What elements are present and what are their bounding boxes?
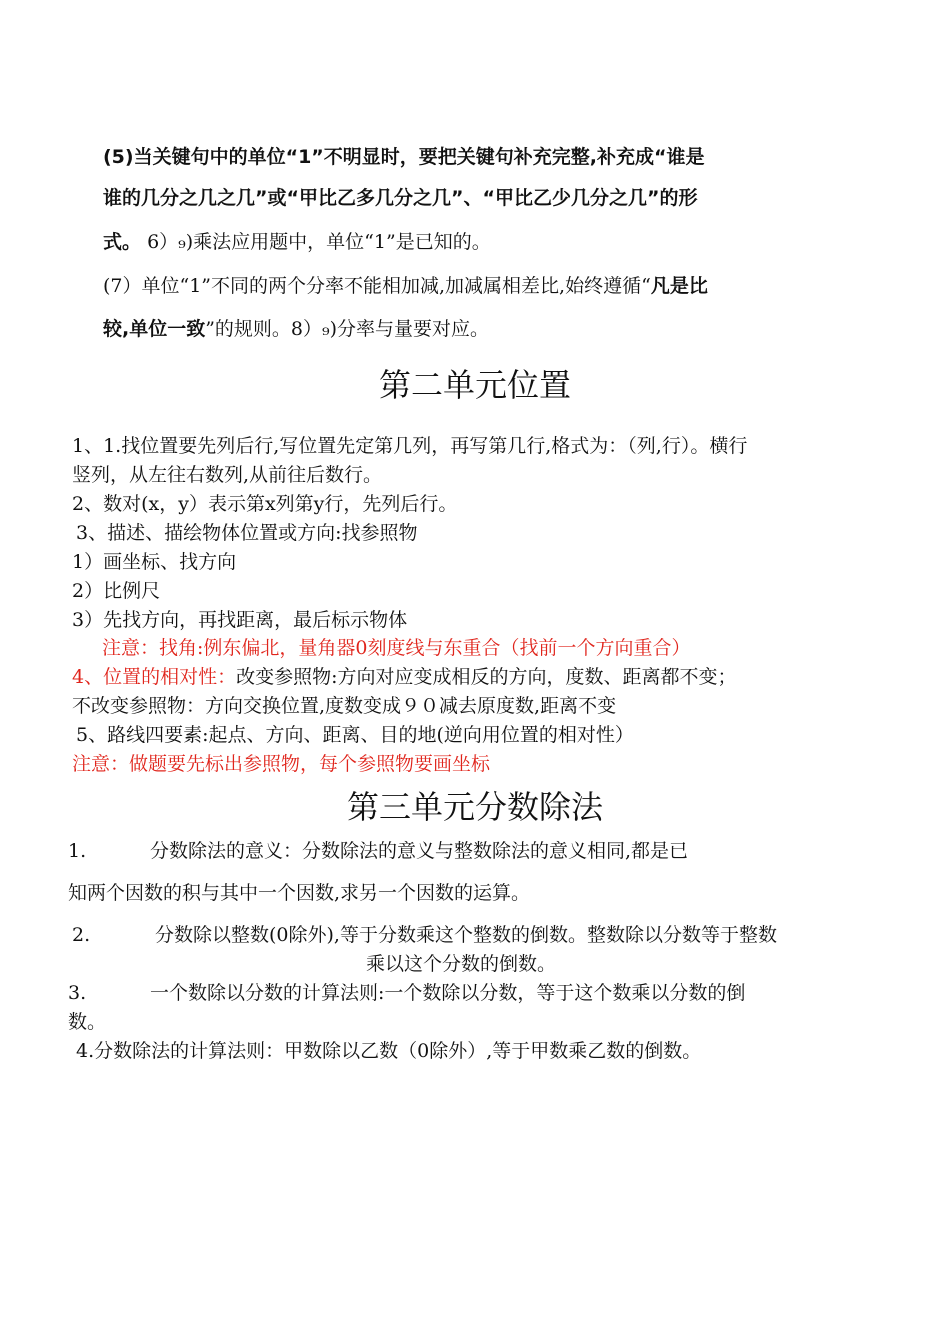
rule-7-line-2 [103,316,489,342]
position-note-angle: 注意：找角:例东偏北，量角器0刻度线与东重合（找前一个方向重合） [102,637,691,659]
position-item-5: 5、路线四要素:起点、方向、距离、目的地(逆向用位置的相对性） [76,724,634,746]
position-item-4 [72,664,737,690]
rule-5-line-1: (5)当关键句中的单位“1”不明显时，要把关键句补充完整,补充成“谁是 [103,146,705,168]
position-line-2: 竖列，从左往右数列,从前往后数行。 [72,464,383,486]
section-heading-position: 第二单元位置 [378,366,571,404]
division-item-3-text: 一个数除以分数的计算法则:一个数除以分数，等于这个数乘以分数的倒 [150,982,746,1004]
division-item-2-cont: 乘以这个分数的倒数。 [366,953,557,975]
rule-5-line-3: 式。 [103,231,142,253]
position-line-3: 2、数对(x，y）表示第x列第y行，先列后行。 [72,493,458,515]
division-item-1-cont: 知两个因数的积与其中一个因数,求另一个因数的运算。 [68,882,531,904]
position-line-7: 3）先找方向，再找距离，最后标示物体 [72,609,408,631]
position-line-4: 3、描述、描绘物体位置或方向:找参照物 [76,522,418,544]
division-item-2-number: 2. [72,924,91,946]
rule-7-emphasis-cont: 较,单位一致 [103,318,206,340]
position-line-5: 1）画坐标、找方向 [72,551,237,573]
position-item-4-line-2: 不改变参照物：方向交换位置,度数变成９０减去原度数,距离不变 [72,695,617,717]
rule-6-text: 6）₉)乘法应用题中，单位“1”是已知的。 [147,231,491,253]
position-item-4-label: 4、位置的相对性： [72,666,237,688]
section-heading-fraction-division: 第三单元分数除法 [346,788,603,826]
division-item-2-text: 分数除以整数(0除外),等于分数乘这个整数的倒数。整数除以分数等于整数 [155,924,777,946]
division-item-1-number: 1. [68,840,87,862]
division-item-4: 4.分数除法的计算法则：甲数除以乙数（0除外）,等于甲数乘乙数的倒数。 [76,1040,702,1062]
position-note-reference: 注意：做题要先标出参照物，每个参照物要画坐标 [72,753,491,775]
rule-7-line-1 [103,273,708,299]
rule-5-line-2: 谁的几分之几之几”或“甲比乙多几分之几”、“甲比乙少几分之几”的形 [103,187,698,209]
position-line-6: 2）比例尺 [72,580,161,602]
division-item-3-cont: 数。 [68,1011,107,1033]
rule-7-text: (7）单位“1”不同的两个分率不能相加减,加减属相差比,始终遵循“ [103,275,651,297]
rule-7-emphasis: 凡是比 [650,275,708,297]
division-item-3-number: 3. [68,982,87,1004]
division-item-1-text: 分数除法的意义：分数除法的意义与整数除法的意义相同,都是已 [150,840,689,862]
rule-8-text: ”的规则。8）₉)分率与量要对应。 [205,318,490,340]
position-item-4-text: 改变参照物:方向对应变成相反的方向，度数、距离都不变； [236,666,737,688]
position-line-1: 1、1.找位置要先列后行,写位置先定第几列，再写第几行,格式为：（列,行）。横行 [72,435,748,457]
rule-6-line [103,229,491,255]
